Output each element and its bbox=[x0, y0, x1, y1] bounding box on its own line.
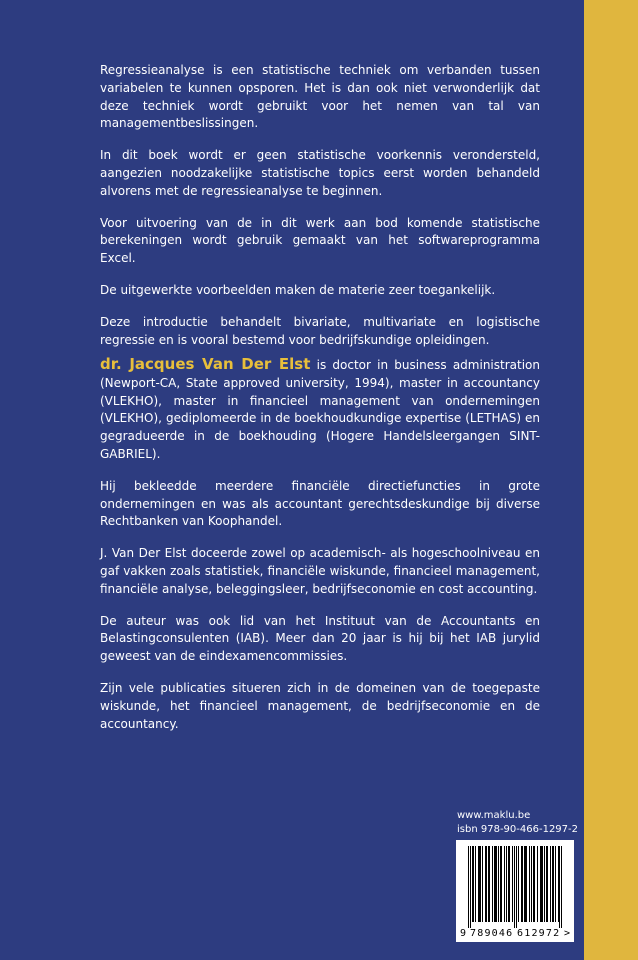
barcode-bar bbox=[508, 846, 509, 922]
barcode-bar bbox=[516, 846, 517, 928]
barcode-bar bbox=[486, 846, 487, 922]
barcode-bar bbox=[529, 846, 530, 922]
barcode-bar bbox=[533, 846, 534, 922]
barcode-bar bbox=[550, 846, 551, 922]
barcode-bar bbox=[501, 846, 502, 922]
barcode-bar bbox=[558, 846, 559, 922]
barcode-bar bbox=[494, 846, 495, 922]
author-paragraph-4: De auteur was ook lid van het Instituut van de Accountants en Belastingconsulenten (IAB). Meer dan 20 jaar is hij bij het IAB jurylid geweest van de eindexamencommissies. bbox=[100, 613, 540, 664]
author-paragraph-1 bbox=[100, 356, 540, 464]
barcode-bar bbox=[537, 846, 538, 922]
author-bio bbox=[100, 356, 540, 747]
barcode-left-digits: 789046 bbox=[470, 928, 514, 939]
barcode-bar bbox=[553, 846, 554, 922]
barcode-right-digits: 612972 bbox=[517, 928, 561, 939]
barcode-bar bbox=[552, 846, 553, 922]
publisher-info bbox=[457, 809, 578, 837]
barcode-bar bbox=[518, 846, 519, 922]
barcode-bar bbox=[534, 846, 535, 922]
barcode-bar bbox=[496, 846, 497, 922]
barcode-bar bbox=[540, 846, 541, 922]
barcode-bar bbox=[525, 846, 526, 922]
author-paragraph-3: J. Van Der Elst doceerde zowel op academisch- als hogeschoolniveau en gaf vakken zoals statistiek, financiële wiskunde, financieel management, financiële analyse, beleggingsleer, bedrijfseconomie en cost accounting. bbox=[100, 546, 540, 596]
barcode-bar bbox=[492, 846, 493, 922]
barcode-bar bbox=[498, 846, 499, 922]
barcode-bar bbox=[561, 846, 562, 928]
barcode-bar bbox=[522, 846, 523, 922]
barcode-bar bbox=[514, 846, 515, 928]
book-spine bbox=[584, 0, 638, 960]
barcode-bar bbox=[559, 846, 560, 928]
barcode-bar bbox=[489, 846, 490, 922]
intro-paragraph-4: De uitgewerkte voorbeelden maken de materie zeer toegankelijk. bbox=[100, 282, 496, 297]
barcode-bar bbox=[524, 846, 525, 922]
barcode-bar bbox=[547, 846, 548, 922]
barcode-bars bbox=[468, 846, 562, 928]
intro-paragraph-3: Voor uitvoering van de in dit werk aan bod komende statistische berekeningen wordt gebruik gemaakt van het softwareprogramma Excel. bbox=[100, 215, 540, 266]
barcode-bar bbox=[485, 846, 486, 922]
barcode-bar bbox=[500, 846, 501, 922]
barcode-bar bbox=[479, 846, 480, 922]
intro-text bbox=[100, 62, 540, 363]
barcode-bar bbox=[541, 846, 542, 922]
barcode bbox=[456, 840, 574, 942]
barcode-bar bbox=[475, 846, 476, 922]
barcode-bar bbox=[495, 846, 496, 922]
barcode-bar bbox=[544, 846, 545, 922]
barcode-bar bbox=[470, 846, 471, 928]
author-name: dr. Jacques Van Der Elst bbox=[100, 355, 311, 373]
barcode-bar bbox=[506, 846, 507, 922]
barcode-bar bbox=[546, 846, 547, 922]
barcode-bar bbox=[473, 846, 474, 922]
barcode-bar bbox=[488, 846, 489, 922]
barcode-bar bbox=[521, 846, 522, 922]
barcode-bar bbox=[542, 846, 543, 922]
intro-paragraph-5: Deze introductie behandelt bivariate, multivariate en logistische regressie en is vooral bestemd voor bedrijfskundige opleidingen. bbox=[100, 314, 540, 347]
barcode-bar bbox=[504, 846, 505, 922]
intro-paragraph-2: In dit boek wordt er geen statistische voorkennis verondersteld, aangezien noodzakelijke statistische topics eerst worden behandeld alvorens met de regressieanalyse te beginnen. bbox=[100, 148, 540, 198]
barcode-bar bbox=[480, 846, 481, 922]
barcode-bar bbox=[468, 846, 469, 928]
barcode-bar bbox=[531, 846, 532, 922]
author-paragraph-2: Hij bekleedde meerdere financiële directiefuncties in grote ondernemingen en was als accountant gerechtsdeskundige bij diverse Rechtbanken van Koophandel. bbox=[100, 478, 540, 529]
author-paragraph-5: Zijn vele publicaties situeren zich in de domeinen van de toegepaste wiskunde, het financieel management, de bedrijfseconomie en de accountancy. bbox=[100, 680, 540, 731]
barcode-bar bbox=[509, 846, 510, 922]
barcode-bar bbox=[526, 846, 527, 922]
barcode-bar bbox=[555, 846, 556, 922]
barcode-bar bbox=[478, 846, 479, 922]
barcode-bar bbox=[512, 846, 513, 922]
barcode-bar bbox=[472, 846, 473, 922]
barcode-lead-digit: 9 bbox=[460, 928, 467, 939]
publisher-url: www.maklu.be bbox=[457, 810, 531, 821]
author-bio-first: is doctor in business administration (Newport-CA, State approved university, 1994), master in accountancy (VLEKHO), master in financieel management van ondernemingen (VLEKHO), gediplomeerde in de boekhoudkundige expertise (LETHAS) en gegradueerde in de boekhouding (Hogere Handelsleergangen SINT-GABRIEL). bbox=[100, 358, 540, 461]
intro-paragraph-1: Regressieanalyse is een statistische techniek om verbanden tussen variabelen te kunnen opsporen. Het is dan ook niet verwonderlijk dat deze techniek wordt gebruikt voor het nemen van tal van managementbeslissingen. bbox=[100, 63, 540, 131]
isbn-label: isbn 978-90-466-1297-2 bbox=[457, 824, 578, 835]
barcode-bar bbox=[482, 846, 483, 922]
barcode-graphic bbox=[456, 840, 574, 942]
barcode-trail: > bbox=[564, 928, 571, 939]
